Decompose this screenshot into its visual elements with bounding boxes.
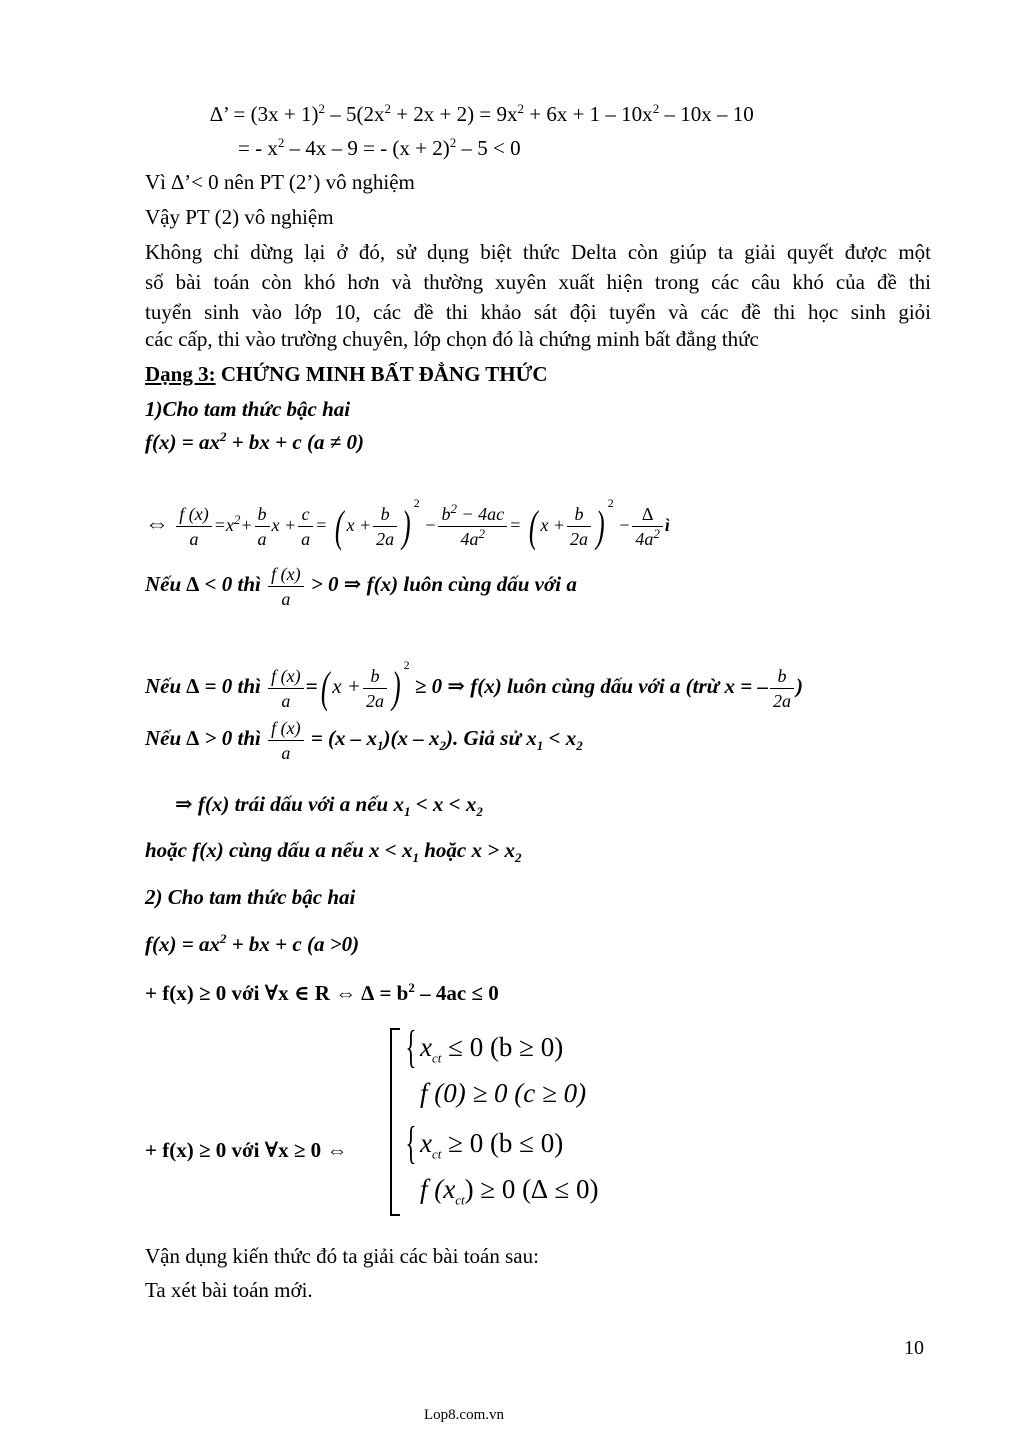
paragraph-line-3: tuyển sinh vào lớp 10, các đề thi khảo sát đội tuyển và các đề thi học sinh giỏi — [145, 300, 931, 324]
system-row-3: $x_{ct} \ge 0$ (b ≤ 0) — [420, 1128, 564, 1162]
system-row-1: $x_{ct} \le 0$ (b ≥ 0) — [420, 1032, 564, 1066]
paragraph-line-1: Không chỉ dừng lại ở đó, sử dụng biệt thức Delta còn giúp ta giải quyết được một — [145, 240, 931, 264]
condition-system — [390, 1021, 650, 1212]
same-sign-condition: hoặc f(x) cùng dấu a nếu $x < x_1$ hoặc $x > x_2$ — [145, 838, 522, 866]
system-row-4: f $(x_{ct}) \ge 0$ (∆ ≤ 0) — [420, 1174, 599, 1208]
system-row-2: f (0) ≥ 0 (c ≥ 0) — [420, 1078, 587, 1108]
completing-square-identity: ⇔ $\frac{f (x)}{a}$ $=x^2+$ $\frac{b}{a}$ x + $\frac{c}{a}$ = ( x + $\frac{b}{2a}$ ) $^2$ − $\frac{b^2 - 4ac}{4a^2}$ = ( x + $\frac{b}{2a}$ ) $^2$ − $\frac{\Delta}{4a^2}$ ì — [145, 496, 670, 551]
opposite-sign-condition: ⇒ f(x) trái dấu với a nếu $x_1 < x < x_2$ — [175, 792, 483, 820]
case-delta-negative: Nếu ∆ < 0 thì $\frac{f (x)}{a}$ > 0 ⇒ f(x) luôn cùng dấu với a — [145, 563, 577, 609]
condition-all-reals: + f(x) ≥ 0 với ∀x ∈ R ⇔ ∆ = $b^2 - 4ac \le 0$ — [145, 980, 499, 1005]
page-number: 10 — [904, 1337, 924, 1359]
subsection-1-function: $f(x) = ax^2$ + bx + c (a ≠ 0) — [145, 429, 364, 454]
conclusion-line-2: Vậy PT (2) vô nghiệm — [145, 205, 334, 229]
equivalence-arrow: ⇔ — [145, 511, 169, 537]
case-delta-positive: Nếu ∆ > 0 thì $\frac{f (x)}{a}$ = $(x - x_1)(x - x_2)$. Giả sử $x_1 < x_2$ — [145, 717, 583, 763]
section-heading — [145, 360, 548, 388]
footer-site: Lop8.com.vn — [424, 1407, 504, 1423]
upper-brace: { — [405, 1021, 417, 1072]
delta-expansion-line: ∆’ = $(3x + 1)^2 - 5(2x^2 + 2x + 2) = 9x^2 + 6x + 1 - 10x^2 - 10x - 10$ — [210, 101, 754, 126]
subsection-2-title: 2) Cho tam thức bậc hai — [145, 885, 356, 909]
case-delta-zero: Nếu ∆ = 0 thì $\frac{f (x)}{a}$ =( x + $\frac{b}{2a}$ ) $^2$ ≥ 0 ⇒ f(x) luôn cùng dấu với a (trừ x = – $\frac{b}{2a}$ ) — [145, 658, 803, 713]
subsection-2-function: $f(x) = ax^2$ + bx + c (a >0) — [145, 931, 360, 956]
subsection-1-title: 1)Cho tam thức bậc hai — [145, 397, 351, 421]
paragraph-line-2: số bài toán còn khó hơn và thường xuyên xuất hiện trong các câu khó của đề thi — [145, 270, 931, 294]
dang-title: CHỨNG MINH BẤT ĐẲNG THỨC — [215, 362, 548, 386]
lower-brace: { — [405, 1117, 417, 1168]
system-bracket — [390, 1028, 400, 1216]
delta-simplified-line: = - $x^2 - 4x - 9$ = - $(x + 2)^2 - 5 < 0$ — [238, 135, 521, 160]
condition-nonnegative-x: + f(x) ≥ 0 với ∀x ≥ 0 ⇔ — [145, 1138, 348, 1162]
apply-text: Vận dụng kiến thức đó ta giải các bài toán sau: — [145, 1244, 539, 1268]
new-problem-text: Ta xét bài toán mới. — [145, 1278, 313, 1302]
dang-label: Dạng 3: — [145, 362, 216, 386]
conclusion-line-1: Vì ∆’< 0 nên PT (2’) vô nghiệm — [145, 170, 415, 194]
paragraph-line-4: các cấp, thi vào trường chuyên, lớp chọn đó là chứng minh bất đẳng thức — [145, 327, 759, 351]
